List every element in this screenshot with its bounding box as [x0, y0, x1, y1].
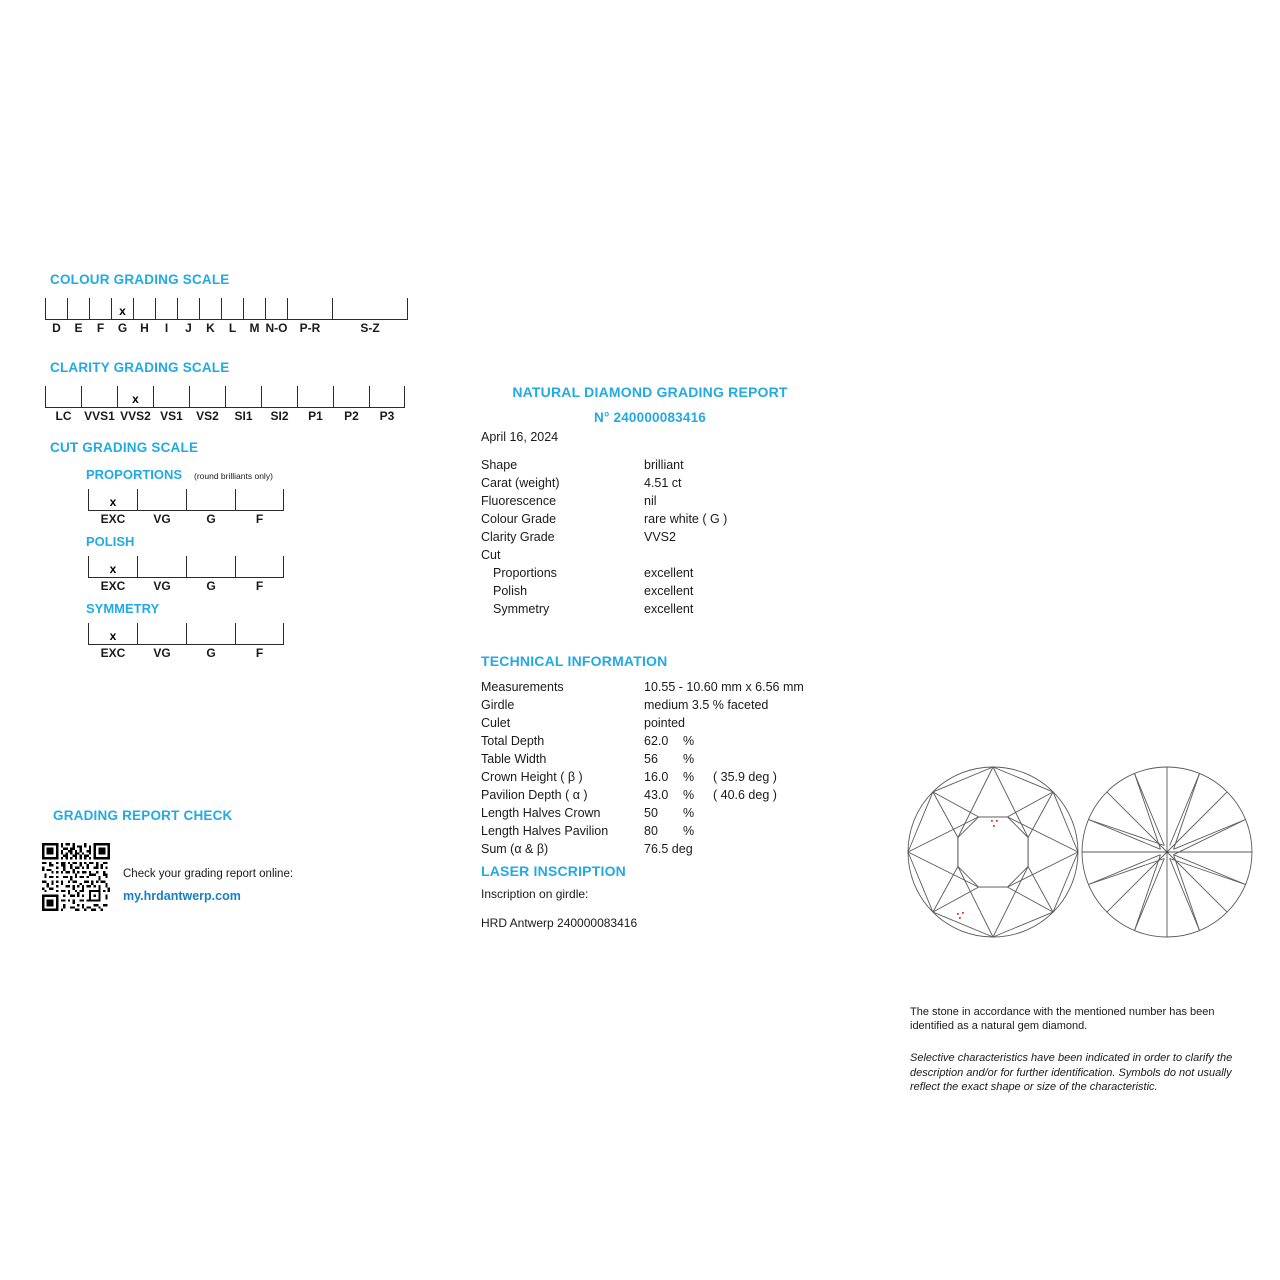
colour-scale-cell-s-z[interactable]: [332, 298, 408, 335]
clarity-scale-label: P3: [379, 409, 395, 423]
technical-row-key: Girdle: [481, 698, 515, 712]
report-row: [481, 548, 821, 566]
technical-row-unit: %: [683, 770, 695, 784]
culet-point: [1166, 851, 1169, 854]
polish-scale-label: VG: [153, 579, 171, 593]
colour-scale-label: N-O: [265, 321, 288, 335]
report-number: N° 240000083416: [594, 410, 706, 425]
symmetry-scale-cell-f[interactable]: [235, 623, 284, 660]
report-row-key: Fluorescence: [481, 494, 557, 508]
technical-row-unit: %: [683, 788, 695, 802]
clarity-scale-cell-lc[interactable]: [45, 386, 81, 423]
inclusion-mark: [957, 913, 959, 915]
report-title: NATURAL DIAMOND GRADING REPORT: [512, 384, 788, 400]
clarity-scale-cell-vs1[interactable]: [153, 386, 189, 423]
technical-row-key: Pavilion Depth ( α ): [481, 788, 588, 802]
colour-scale-cell-p-r[interactable]: [287, 298, 332, 335]
clarity-scale-label: P2: [344, 409, 359, 423]
colour-scale-cell-h[interactable]: [133, 298, 155, 335]
colour-scale-label: M: [249, 321, 260, 335]
report-details-list: [481, 458, 821, 620]
clarity-scale-label: LC: [55, 409, 72, 423]
proportions-scale-cell-f[interactable]: [235, 489, 284, 526]
technical-information-list: [481, 680, 821, 860]
polish-scale-label: EXC: [100, 579, 126, 593]
technical-row: [481, 788, 821, 806]
technical-row-key: Length Halves Crown: [481, 806, 601, 820]
colour-scale-label: L: [228, 321, 237, 335]
proportions-scale: [88, 489, 284, 526]
proportions-scale-selected-mark: x: [109, 495, 117, 509]
polish-scale-cell-vg[interactable]: [137, 556, 186, 593]
proportions-scale-label: EXC: [100, 512, 126, 526]
clarity-grading-scale: [45, 386, 405, 423]
technical-row: [481, 680, 821, 698]
laser-inscription-caption: Inscription on girdle:: [481, 887, 589, 901]
technical-row-key: Sum (α & β): [481, 842, 549, 856]
proportions-scale-cell-g[interactable]: [186, 489, 235, 526]
cut-grading-scale-title: CUT GRADING SCALE: [50, 440, 199, 455]
technical-row-unit: %: [683, 752, 695, 766]
crown-view: [908, 767, 1078, 937]
clarity-scale-selected-mark: x: [132, 392, 139, 406]
qr-code[interactable]: [42, 843, 110, 911]
technical-row-unit: %: [683, 734, 695, 748]
proportions-subtitle: PROPORTIONS: [86, 467, 183, 482]
statement-line-2: identified as a natural gem diamond.: [910, 1020, 1088, 1032]
report-row-key: Symmetry: [493, 602, 550, 616]
clarity-grading-scale-title: CLARITY GRADING SCALE: [50, 360, 230, 375]
colour-scale-cell-e[interactable]: [67, 298, 89, 335]
colour-scale-label: D: [52, 321, 61, 335]
technical-row-key: Crown Height ( β ): [481, 770, 583, 784]
technical-row: [481, 734, 821, 752]
grading-report-check-title: GRADING REPORT CHECK: [53, 808, 233, 823]
technical-row: [481, 698, 821, 716]
technical-row-value: 62.0: [644, 734, 669, 748]
clarity-scale-cell-p1[interactable]: [297, 386, 333, 423]
technical-row: [481, 824, 821, 842]
symmetry-scale-label: F: [255, 646, 264, 660]
report-row: [481, 566, 821, 584]
technical-row: [481, 770, 821, 788]
colour-grading-scale: [45, 298, 408, 335]
technical-information-title: TECHNICAL INFORMATION: [481, 653, 668, 669]
report-row: [481, 512, 821, 530]
colour-scale-cell-d[interactable]: [45, 298, 67, 335]
report-row-key: Proportions: [493, 566, 557, 580]
inclusion-mark: [991, 820, 993, 822]
technical-row: [481, 842, 821, 860]
report-row-key: Cut: [481, 548, 501, 562]
report-row-value: brilliant: [644, 458, 684, 472]
colour-scale-cell-g[interactable]: [111, 298, 133, 335]
technical-row-value: 43.0: [644, 788, 669, 802]
report-row-key: Colour Grade: [481, 512, 557, 526]
symmetry-subtitle: SYMMETRY: [86, 601, 160, 616]
report-row-value: excellent: [644, 566, 694, 580]
report-row: [481, 602, 821, 620]
colour-scale-cell-i[interactable]: [155, 298, 177, 335]
colour-scale-label: K: [206, 321, 215, 335]
round-brilliants-note: (round brilliants only): [194, 471, 273, 481]
technical-row-value: pointed: [644, 716, 686, 730]
proportions-scale-cell-exc[interactable]: [88, 489, 137, 526]
symmetry-scale-selected-mark: x: [109, 629, 117, 643]
polish-scale-cell-g[interactable]: [186, 556, 235, 593]
technical-row: [481, 752, 821, 770]
report-row-key: Shape: [481, 458, 518, 472]
report-row-key: Carat (weight): [481, 476, 560, 490]
colour-scale-label: I: [164, 321, 169, 335]
polish-subtitle: POLISH: [86, 534, 135, 549]
report-row-value: excellent: [644, 584, 694, 598]
qr-code-icon: [42, 843, 110, 911]
colour-scale-cell-j[interactable]: [177, 298, 199, 335]
clarity-scale-cell-p3[interactable]: [369, 386, 405, 423]
inclusion-mark: [993, 825, 995, 827]
technical-row-value: 16.0: [644, 770, 669, 784]
report-row-value: VVS2: [644, 530, 676, 544]
symmetry-scale-label: VG: [153, 646, 171, 660]
report-row: [481, 530, 821, 548]
report-row: [481, 494, 821, 512]
colour-scale-selected-mark: x: [119, 304, 126, 318]
clarity-scale-cell-si1[interactable]: [225, 386, 261, 423]
colour-scale-label: P-R: [299, 321, 321, 335]
disclaimer-line-1: Selective characteristics have been indicated in order to clarify the: [910, 1052, 1233, 1064]
proportions-scale-label: VG: [153, 512, 171, 526]
colour-grading-scale-title: COLOUR GRADING SCALE: [50, 272, 230, 287]
report-row: [481, 458, 821, 476]
inclusion-mark: [962, 912, 964, 914]
disclaimer-line-2: description and/or for further identification. Symbols do not usually: [910, 1066, 1232, 1079]
technical-row-key: Length Halves Pavilion: [481, 824, 609, 838]
inclusion-mark: [959, 917, 961, 919]
colour-scale-cell-l[interactable]: [221, 298, 243, 335]
clarity-scale-label: VS1: [160, 409, 183, 423]
technical-row-extra: ( 35.9 deg ): [713, 770, 777, 784]
technical-row-key: Table Width: [481, 752, 547, 766]
clarity-scale-cell-p2[interactable]: [333, 386, 369, 423]
symmetry-scale: [88, 623, 284, 660]
colour-scale-label: J: [185, 321, 192, 335]
polish-scale-label: F: [255, 579, 264, 593]
diamond-plots-svg: [905, 760, 1255, 945]
statement-line-1: The stone in accordance with the mentioned number has been: [910, 1006, 1215, 1018]
colour-scale-label: H: [140, 321, 149, 335]
technical-row-key: Measurements: [481, 680, 564, 694]
clarity-scale-cell-si2[interactable]: [261, 386, 297, 423]
clarity-scale-label: P1: [308, 409, 323, 423]
technical-row-value: 76.5 deg: [644, 842, 693, 856]
clarity-scale-label: VVS2: [120, 409, 151, 423]
report-check-caption: Check your grading report online:: [123, 868, 294, 880]
proportions-scale-label: G: [206, 512, 216, 526]
colour-scale-cell-m[interactable]: [243, 298, 265, 335]
clarity-scale-label: SI1: [234, 409, 253, 423]
technical-row-unit: %: [683, 806, 695, 820]
polish-scale-selected-mark: x: [109, 562, 117, 576]
statement-text: [910, 1005, 1240, 1033]
laser-inscription-title: LASER INSCRIPTION: [481, 863, 626, 879]
polish-scale-cell-exc[interactable]: [88, 556, 137, 593]
clarity-scale-label: VVS1: [84, 409, 115, 423]
disclaimer-line-3: reflect the exact shape or size of the characteristic.: [910, 1081, 1158, 1093]
report-check-link[interactable]: my.hrdantwerp.com: [123, 889, 241, 903]
colour-scale-label: F: [96, 321, 105, 335]
colour-scale-cell-n-o[interactable]: [265, 298, 288, 335]
polish-scale-label: G: [206, 579, 216, 593]
inclusion-marks: [957, 820, 998, 919]
technical-row: [481, 806, 821, 824]
clarity-scale-cell-vvs2[interactable]: [117, 386, 153, 423]
proportions-scale-cell-vg[interactable]: [137, 489, 186, 526]
technical-row-key: Total Depth: [481, 734, 545, 748]
technical-row-value: 56: [644, 752, 658, 766]
report-row: [481, 584, 821, 602]
report-row-value: rare white ( G ): [644, 512, 728, 526]
clarity-scale-label: SI2: [270, 409, 289, 423]
symmetry-scale-cell-g[interactable]: [186, 623, 235, 660]
clarity-scale-label: VS2: [196, 409, 219, 423]
symmetry-scale-label: EXC: [100, 646, 126, 660]
technical-row-value: 80: [644, 824, 658, 838]
colour-scale-label: E: [74, 321, 83, 335]
colour-scale-label: G: [117, 321, 128, 335]
report-row-value: 4.51 ct: [644, 476, 682, 490]
report-row-value: nil: [644, 494, 657, 508]
technical-row-value: 50: [644, 806, 658, 820]
technical-row-unit: %: [683, 824, 695, 838]
polish-scale-cell-f[interactable]: [235, 556, 284, 593]
symmetry-scale-cell-vg[interactable]: [137, 623, 186, 660]
symmetry-scale-label: G: [206, 646, 216, 660]
technical-row-key: Culet: [481, 716, 511, 730]
report-row-value: excellent: [644, 602, 694, 616]
colour-scale-cell-k[interactable]: [199, 298, 221, 335]
report-row-key: Clarity Grade: [481, 530, 555, 544]
technical-row-value: medium 3.5 % faceted: [644, 698, 769, 712]
colour-scale-cell-f[interactable]: [89, 298, 111, 335]
technical-row: [481, 716, 821, 734]
polish-scale: [88, 556, 284, 593]
clarity-scale-cell-vs2[interactable]: [189, 386, 225, 423]
diamond-plot-diagrams: [905, 760, 1255, 945]
proportions-scale-label: F: [255, 512, 264, 526]
report-date: April 16, 2024: [481, 430, 559, 444]
report-row: [481, 476, 821, 494]
disclaimer-text: [910, 1051, 1246, 1095]
laser-inscription-value: HRD Antwerp 240000083416: [481, 916, 638, 930]
technical-row-value: 10.55 - 10.60 mm x 6.56 mm: [644, 680, 804, 694]
report-row-key: Polish: [493, 584, 528, 598]
inclusion-mark: [996, 820, 998, 822]
symmetry-scale-cell-exc[interactable]: [88, 623, 137, 660]
clarity-scale-cell-vvs1[interactable]: [81, 386, 117, 423]
technical-row-extra: ( 40.6 deg ): [713, 788, 777, 802]
colour-scale-label: S-Z: [360, 321, 380, 335]
